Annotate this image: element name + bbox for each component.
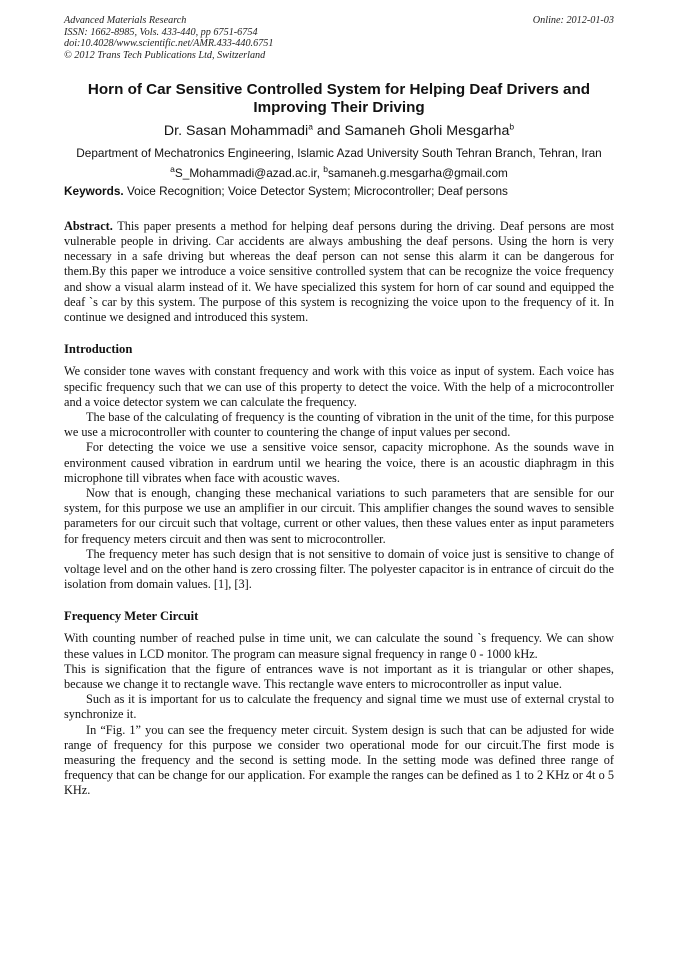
affiliation: Department of Mechatronics Engineering, Islamic Azad University South Tehran Branch, Tehran, Iran	[76, 146, 602, 161]
author-affil-mark: b	[509, 121, 515, 132]
journal-issn: ISSN: 1662-8985, Vols. 433-440, pp 6751-6754	[64, 26, 258, 38]
paragraph: The base of the calculating of frequency is the counting of vibration in the unit of the time, for this purpose we use a microcontroller with counter to countering the change of input values per second.	[64, 409, 614, 440]
journal-copyright: © 2012 Trans Tech Publications Ltd, Switzerland	[64, 49, 266, 61]
section-frequency-meter-circuit	[64, 609, 614, 798]
paragraph: We consider tone waves with constant frequency and work with this voice as input of system. Each voice has specific frequency such that we can use of this property to detect the voice. With the help of a microcontroller and a voice detector system we can calculate the frequency.	[64, 364, 614, 409]
email-line	[64, 163, 614, 181]
section-heading: Frequency Meter Circuit	[64, 609, 199, 624]
section-heading: Introduction	[64, 342, 133, 357]
author-affil-mark: a	[308, 121, 313, 132]
email-affil-mark: a	[170, 163, 175, 174]
author-line	[64, 122, 614, 140]
abstract-label: Abstract.	[64, 218, 113, 233]
paragraph: For detecting the voice we use a sensitive voice sensor, capacity microphone. As the sounds wave in environment caused vibration in eardrum until we hearing the voice, there is an acoustic diaphragm in this microphone till vibrates when face with acoustic waves.	[64, 440, 614, 485]
author-joiner: and	[312, 123, 345, 140]
email-address: samaneh.g.mesgarha@gmail.com	[328, 165, 508, 180]
paragraph: The frequency meter has such design that is not sensitive to domain of voice just is sensitive to change of voltage level and on the other hand is zero crossing filter. The polyester capacitor is in entrance of circuit do the isolation from domain values. [1], [3].	[64, 546, 614, 592]
email-affil-mark: b	[323, 163, 328, 174]
journal-name: Advanced Materials Research	[64, 15, 187, 26]
section-introduction	[64, 342, 614, 592]
online-date: Online: 2012-01-03	[532, 15, 614, 26]
journal-doi: doi:10.4028/www.scientific.net/AMR.433-440.6751	[64, 38, 274, 50]
paper-title: Horn of Car Sensitive Controlled System for Helping Deaf Drivers and Improving Their Driving	[87, 81, 591, 117]
paragraph: Such as it is important for us to calculate the frequency and signal time we must use of external crystal to synchronize it.	[64, 692, 614, 722]
abstract	[64, 219, 614, 325]
abstract-text: This paper presents a method for helping deaf persons during the driving. Deaf persons are most vulnerable people in driving. Car accidents are always ambushing the deaf persons. Using the horn is very necessary in a safe driving but whereas the deaf person can not sense this alarm it can be dangerous for them.By this paper we introduce a voice sensitive controlled system that can be recognize the voice frequency and show a visual alarm instead of it. We have specialized this system for horn of car sound and equipped the deaf `s car by this system. The purpose of this system is recognizing the voice upon to the frequency of it. In continue we designed and introduced this system.	[64, 218, 614, 325]
paragraph: With counting number of reached pulse in time unit, we can calculate the sound `s frequency. We can show these values in LCD monitor. The program can measure signal frequency in range 0 - 1000 kHz.	[64, 631, 614, 661]
paragraph: This is signification that the figure of entrances wave is not important as it is triangular or other shapes, because we change it to rectangle wave. This rectangle wave enters to microcontroller as input value.	[64, 661, 614, 691]
keywords-text: Voice Recognition; Voice Detector System; Microcontroller; Deaf persons	[123, 183, 508, 198]
email-address: S_Mohammadi@azad.ac.ir,	[174, 165, 324, 180]
author-name: Dr. Sasan Mohammadi	[163, 123, 309, 140]
journal-header	[64, 15, 614, 61]
paragraph: In “Fig. 1” you can see the frequency meter circuit. System design is such that can be adjusted for wide range of frequency for this purpose we consider two operational mode for our circuit.The first mode is measuring the frequency and the second is setting mode. In the setting mode was defined three range of frequency that can be change for our application. For example the ranges can be defined as 1 to 2 KHz or 4t o 5 KHz.	[64, 722, 614, 798]
keywords	[64, 184, 614, 199]
author-name: Samaneh Gholi Mesgarha	[344, 123, 510, 140]
paragraph: Now that is enough, changing these mechanical variations to such parameters that are sensible for our system, for this purpose we use an amplifier in our circuit. This amplifier changes the sound waves to sensible parameters for our circuit such that voltage, current or other values, then these values enter as input parameters for frequency meters circuit and then was sent to microcontroller.	[64, 485, 614, 546]
keywords-label: Keywords.	[64, 183, 124, 198]
